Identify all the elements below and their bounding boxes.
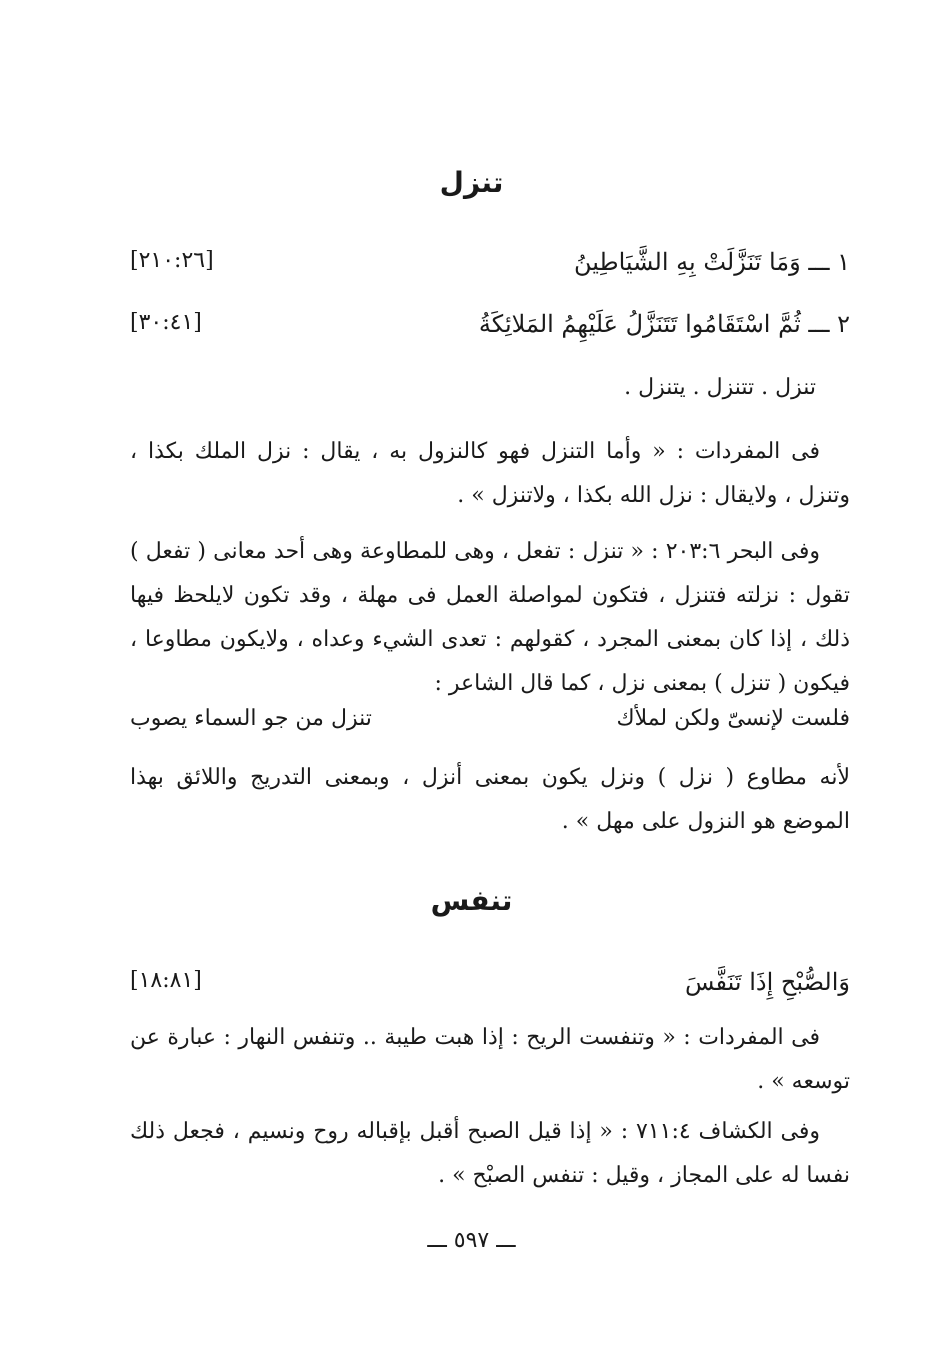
paragraph-mufradat: فى المفردات : « وأما التنزل فهو كالنزول به ، يقال : نزل الملك بكذا ، وتنزل ، ولايقال : نزل الله بكذا ، ولاتنزل » . [130, 439, 850, 508]
poem-verse [130, 706, 850, 750]
verse-text: وَالصُّبْحِ إِذَا تَنَفَّسَ [684, 968, 850, 996]
page-number: ـــ ٥٩٧ ـــ [427, 1228, 516, 1253]
poem-hemistich-first: فلست لإنسىّ ولكن لملأك [616, 706, 850, 731]
poem-hemistich-second: تنزل من جو السماء يصوب [130, 706, 372, 731]
section-title-tanaffas: تنفس [430, 884, 513, 917]
verse-reference: [٣٠:٤١] [130, 310, 202, 335]
verse-text: ٢ ـــ ثُمَّ اسْتَقَامُوا تَتَنَزَّلُ عَلَيْهِمُ المَلائِكَةُ [478, 310, 850, 338]
verse-row-1 [130, 248, 850, 288]
paragraph-conclusion: لأنه مطاوع ( نزل ) ونزل يكون بمعنى أنزل ، وبمعنى التدريج واللائق بهذا الموضع هو النزول على مهل » . [130, 765, 850, 834]
verse-row-3 [130, 968, 850, 1008]
verse-reference: [٢١٠:٢٦] [130, 248, 214, 273]
word-forms: تنزل . تتنزل . يتنزل . [624, 375, 816, 400]
paragraph-kashshaf: وفى الكشاف ٧١١:٤ : « إذا قيل الصبح أقبل بإقباله روح ونسيم ، فجعل ذلك نفسا له على المجاز ، وقيل : تنفس الصبْح » . [130, 1119, 850, 1188]
verse-reference: [١٨:٨١] [130, 968, 202, 993]
verse-row-2 [130, 310, 850, 350]
paragraph-bahr: وفى البحر ٢٠٣:٦ : « تنزل : تفعل ، وهى للمطاوعة وهى أحد معانى ( تفعل ) تقول : نزلته فتنزل ، فتكون لمواصلة العمل فى مهلة ، وقد تكون لايلحظ فيها ذلك ، إذا كان بمعنى المجرد ، كقولهم : تعدى الشيء وعداه ، ولايكون مطاوعا ، فيكون ( تنزل ) بمعنى نزل ، كما قال الشاعر : [130, 539, 850, 696]
verse-text: ١ ـــ وَمَا تَنَزَّلَتْ بِهِ الشَّيَاطِينُ [573, 248, 850, 276]
section-title-tanazzal: تنزل [439, 166, 504, 199]
paragraph-mufradat-2: فى المفردات : « وتنفست الريح : إذا هبت طيبة .. وتنفس النهار : عبارة عن توسعه » . [130, 1025, 850, 1094]
